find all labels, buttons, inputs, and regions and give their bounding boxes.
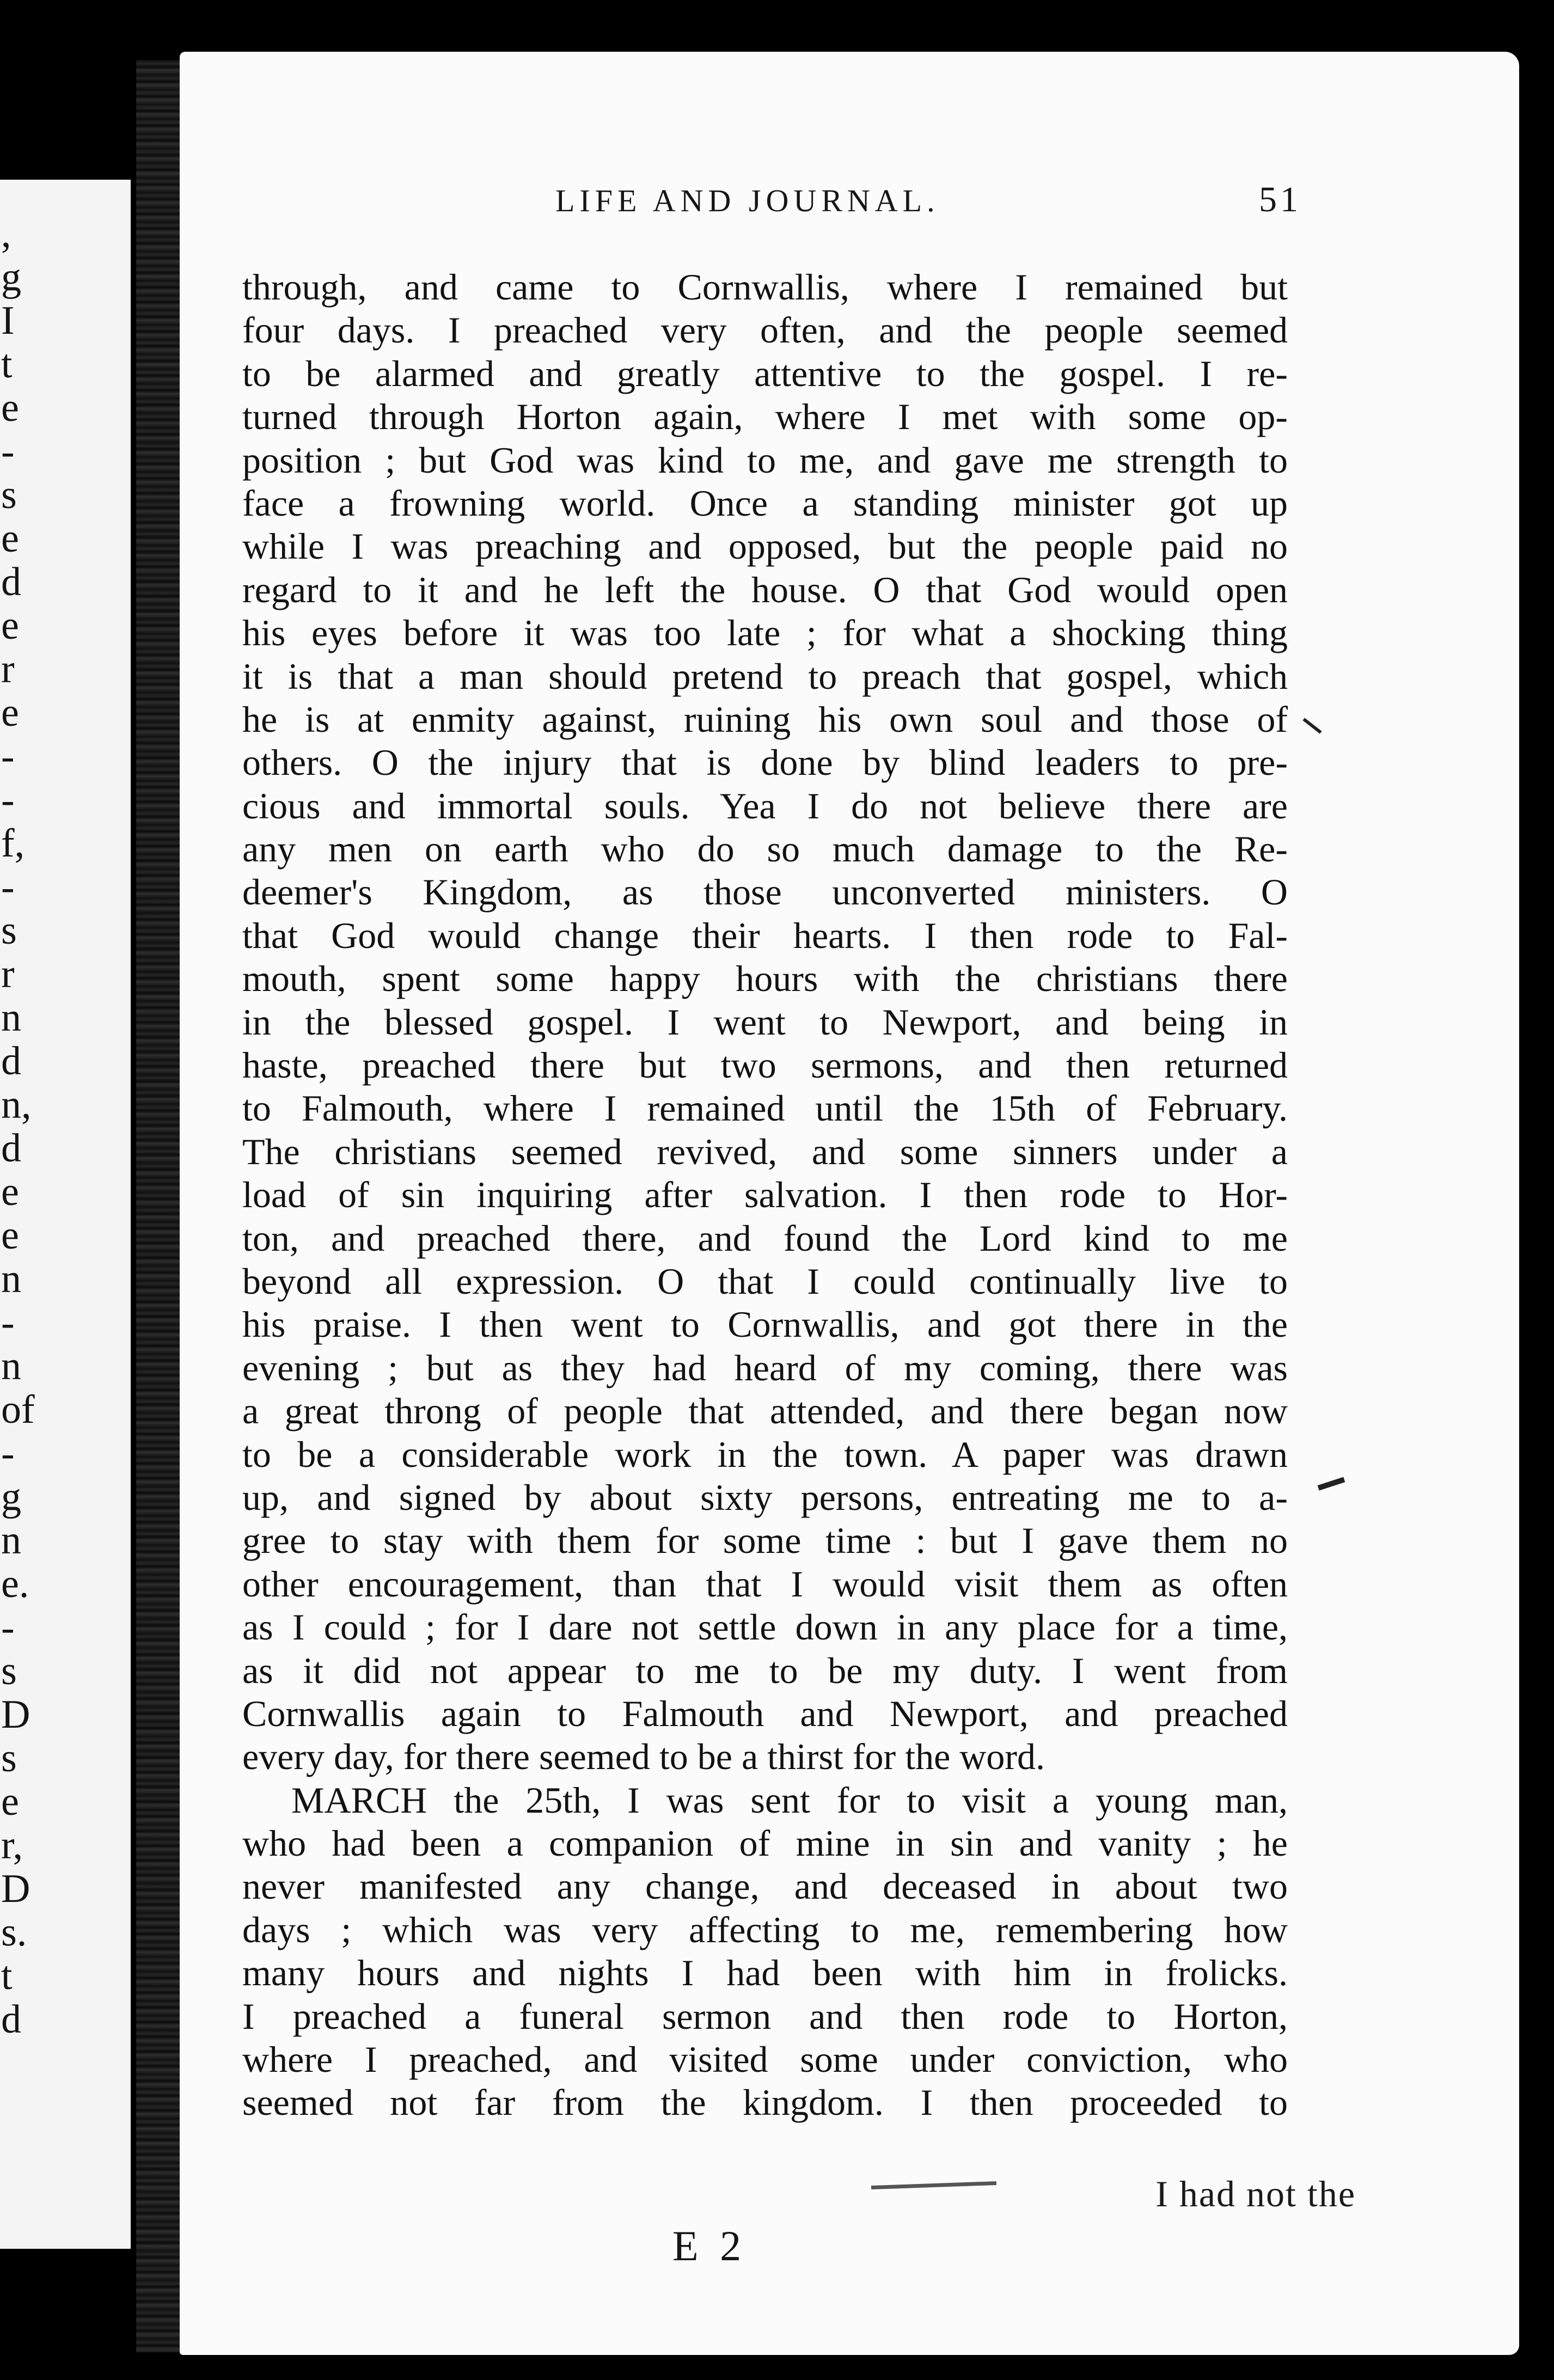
margin-letter: e [1, 690, 19, 735]
margin-letter: - [1, 1431, 15, 1476]
text-line: Cornwallis again to Falmouth and Newport, and preached [242, 1692, 1288, 1734]
body-text [242, 266, 1288, 2125]
margin-letter: d [1, 1126, 21, 1171]
text-line: gree to stay with them for some time : but I gave them no [242, 1520, 1288, 1562]
text-line: load of sin inquiring after salvation. I then rode to Hor- [242, 1174, 1288, 1216]
page-header [555, 182, 1301, 242]
margin-letter: s. [1, 1910, 27, 1955]
text-line: his eyes before it was too late ; for what a shocking thing [242, 612, 1288, 654]
margin-letter: d [1, 1039, 21, 1084]
margin-letter: e [1, 603, 19, 648]
text-line: haste, preached there but two sermons, and then returned [242, 1044, 1288, 1086]
text-line: face a frowning world. Once a standing minister got up [242, 482, 1288, 524]
text-line: others. O the injury that is done by blind leaders to pre- [242, 742, 1288, 784]
margin-letter: D [1, 1692, 30, 1737]
text-line: every day, for there seemed to be a thirst for the word. [242, 1736, 1045, 1778]
text-line: through, and came to Cornwallis, where I remained but [242, 266, 1288, 308]
margin-letter: n, [1, 1082, 32, 1127]
text-line: many hours and nights I had been with him in frolicks. [242, 1952, 1288, 1994]
text-line: beyond all expression. O that I could continually live to [242, 1260, 1288, 1302]
margin-letter: e [1, 386, 19, 430]
margin-letter: D [1, 1867, 30, 1911]
text-line: where I preached, and visited some under conviction, who [242, 2039, 1288, 2081]
margin-letter: e. [1, 1562, 29, 1606]
margin-letter: - [1, 1605, 15, 1650]
margin-letter: e [1, 516, 19, 561]
text-line: in the blessed gospel. I went to Newport, and being in [242, 1001, 1288, 1043]
text-line: to be alarmed and greatly attentive to the gospel. I re- [242, 352, 1288, 394]
text-line: mouth, spent some happy hours with the christians there [242, 958, 1288, 1000]
margin-letter: t [1, 1954, 13, 1998]
text-line: seemed not far from the kingdom. I then proceeded to [242, 2082, 1288, 2124]
text-line: position ; but God was kind to me, and gave me strength to [242, 439, 1288, 481]
margin-letter: - [1, 778, 15, 822]
text-line: any men on earth who do so much damage to the Re- [242, 828, 1288, 870]
text-line: as I could ; for I dare not settle down in any place for a time, [242, 1606, 1288, 1648]
text-line: that God would change their hearts. I then rode to Fal- [242, 914, 1288, 956]
text-line: to Falmouth, where I remained until the 15th of February. [242, 1087, 1288, 1129]
text-line: four days. I preached very often, and the people seemed [242, 309, 1288, 351]
margin-letter: n [1, 1257, 21, 1301]
signature-mark: E 2 [672, 2222, 747, 2269]
page-number: 51 [1259, 180, 1301, 219]
text-line: deemer's Kingdom, as those unconverted ministers. O [242, 871, 1288, 913]
text-line: it is that a man should pretend to preach that gospel, which [242, 655, 1288, 697]
bleed-through-catchline: I had not the [1155, 2173, 1356, 2214]
text-line: to be a considerable work in the town. A paper was drawn [242, 1433, 1288, 1475]
text-line: he is at enmity against, ruining his own soul and those of [242, 698, 1288, 740]
margin-letter: f, [1, 821, 25, 866]
margin-letter: r [1, 952, 15, 996]
text-line: cious and immortal souls. Yea I do not believe there are [242, 785, 1288, 827]
running-head: LIFE AND JOURNAL. [555, 183, 940, 218]
margin-letter: r, [1, 1823, 23, 1868]
margin-letter: t [1, 342, 13, 387]
margin-letter: s [1, 1736, 17, 1781]
margin-letter: - [1, 865, 15, 909]
margin-letter: g [1, 255, 21, 299]
text-line: up, and signed by about sixty persons, entreating me to a- [242, 1476, 1288, 1518]
text-line: The christians seemed revived, and some sinners under a [242, 1130, 1288, 1172]
margin-letter: n [1, 1518, 21, 1563]
margin-letter: d [1, 1997, 21, 2042]
text-line: I preached a funeral sermon and then rode to Horton, [242, 1995, 1288, 2037]
margin-letter: e [1, 1779, 19, 1824]
margin-letter: s [1, 908, 17, 953]
text-line: other encouragement, than that I would visit them as often [242, 1563, 1288, 1605]
margin-letter: - [1, 1300, 15, 1345]
text-line: who had been a companion of mine in sin and vanity ; he [242, 1822, 1288, 1864]
margin-letter: I [1, 298, 15, 343]
margin-letter: - [1, 429, 15, 474]
text-line: his praise. I then went to Cornwallis, and got there in the [242, 1304, 1288, 1345]
margin-letter: r [1, 647, 15, 692]
margin-letter: s [1, 1649, 17, 1693]
margin-letter: d [1, 560, 21, 604]
margin-letter: n [1, 995, 21, 1040]
text-line: turned through Horton again, where I met with some op- [242, 396, 1288, 438]
margin-letter: e [1, 1170, 19, 1214]
text-line: days ; which was very affecting to me, remembering how [242, 1908, 1288, 1950]
text-line: ton, and preached there, and found the Lord kind to me [242, 1217, 1288, 1259]
text-line: as it did not appear to me to be my duty. I went from [242, 1649, 1288, 1691]
text-line: never manifested any change, and deceased in about two [242, 1865, 1288, 1907]
text-line: MARCH the 25th, I was sent for to visit a young man, [291, 1779, 1288, 1821]
margin-letter: of [1, 1387, 35, 1432]
margin-letter: s [1, 473, 17, 517]
margin-letter: - [1, 734, 15, 779]
text-line: while I was preaching and opposed, but the people paid no [242, 525, 1288, 567]
margin-letter: g [1, 1475, 21, 1519]
margin-letter: , [1, 211, 11, 256]
previous-page-strip [0, 180, 131, 2249]
margin-letter: n [1, 1344, 21, 1388]
text-line: a great throng of people that attended, and there began now [242, 1390, 1288, 1432]
text-line: evening ; but as they had heard of my coming, there was [242, 1347, 1288, 1388]
text-line: regard to it and he left the house. O that God would open [242, 568, 1288, 610]
margin-letter: e [1, 1213, 19, 1258]
